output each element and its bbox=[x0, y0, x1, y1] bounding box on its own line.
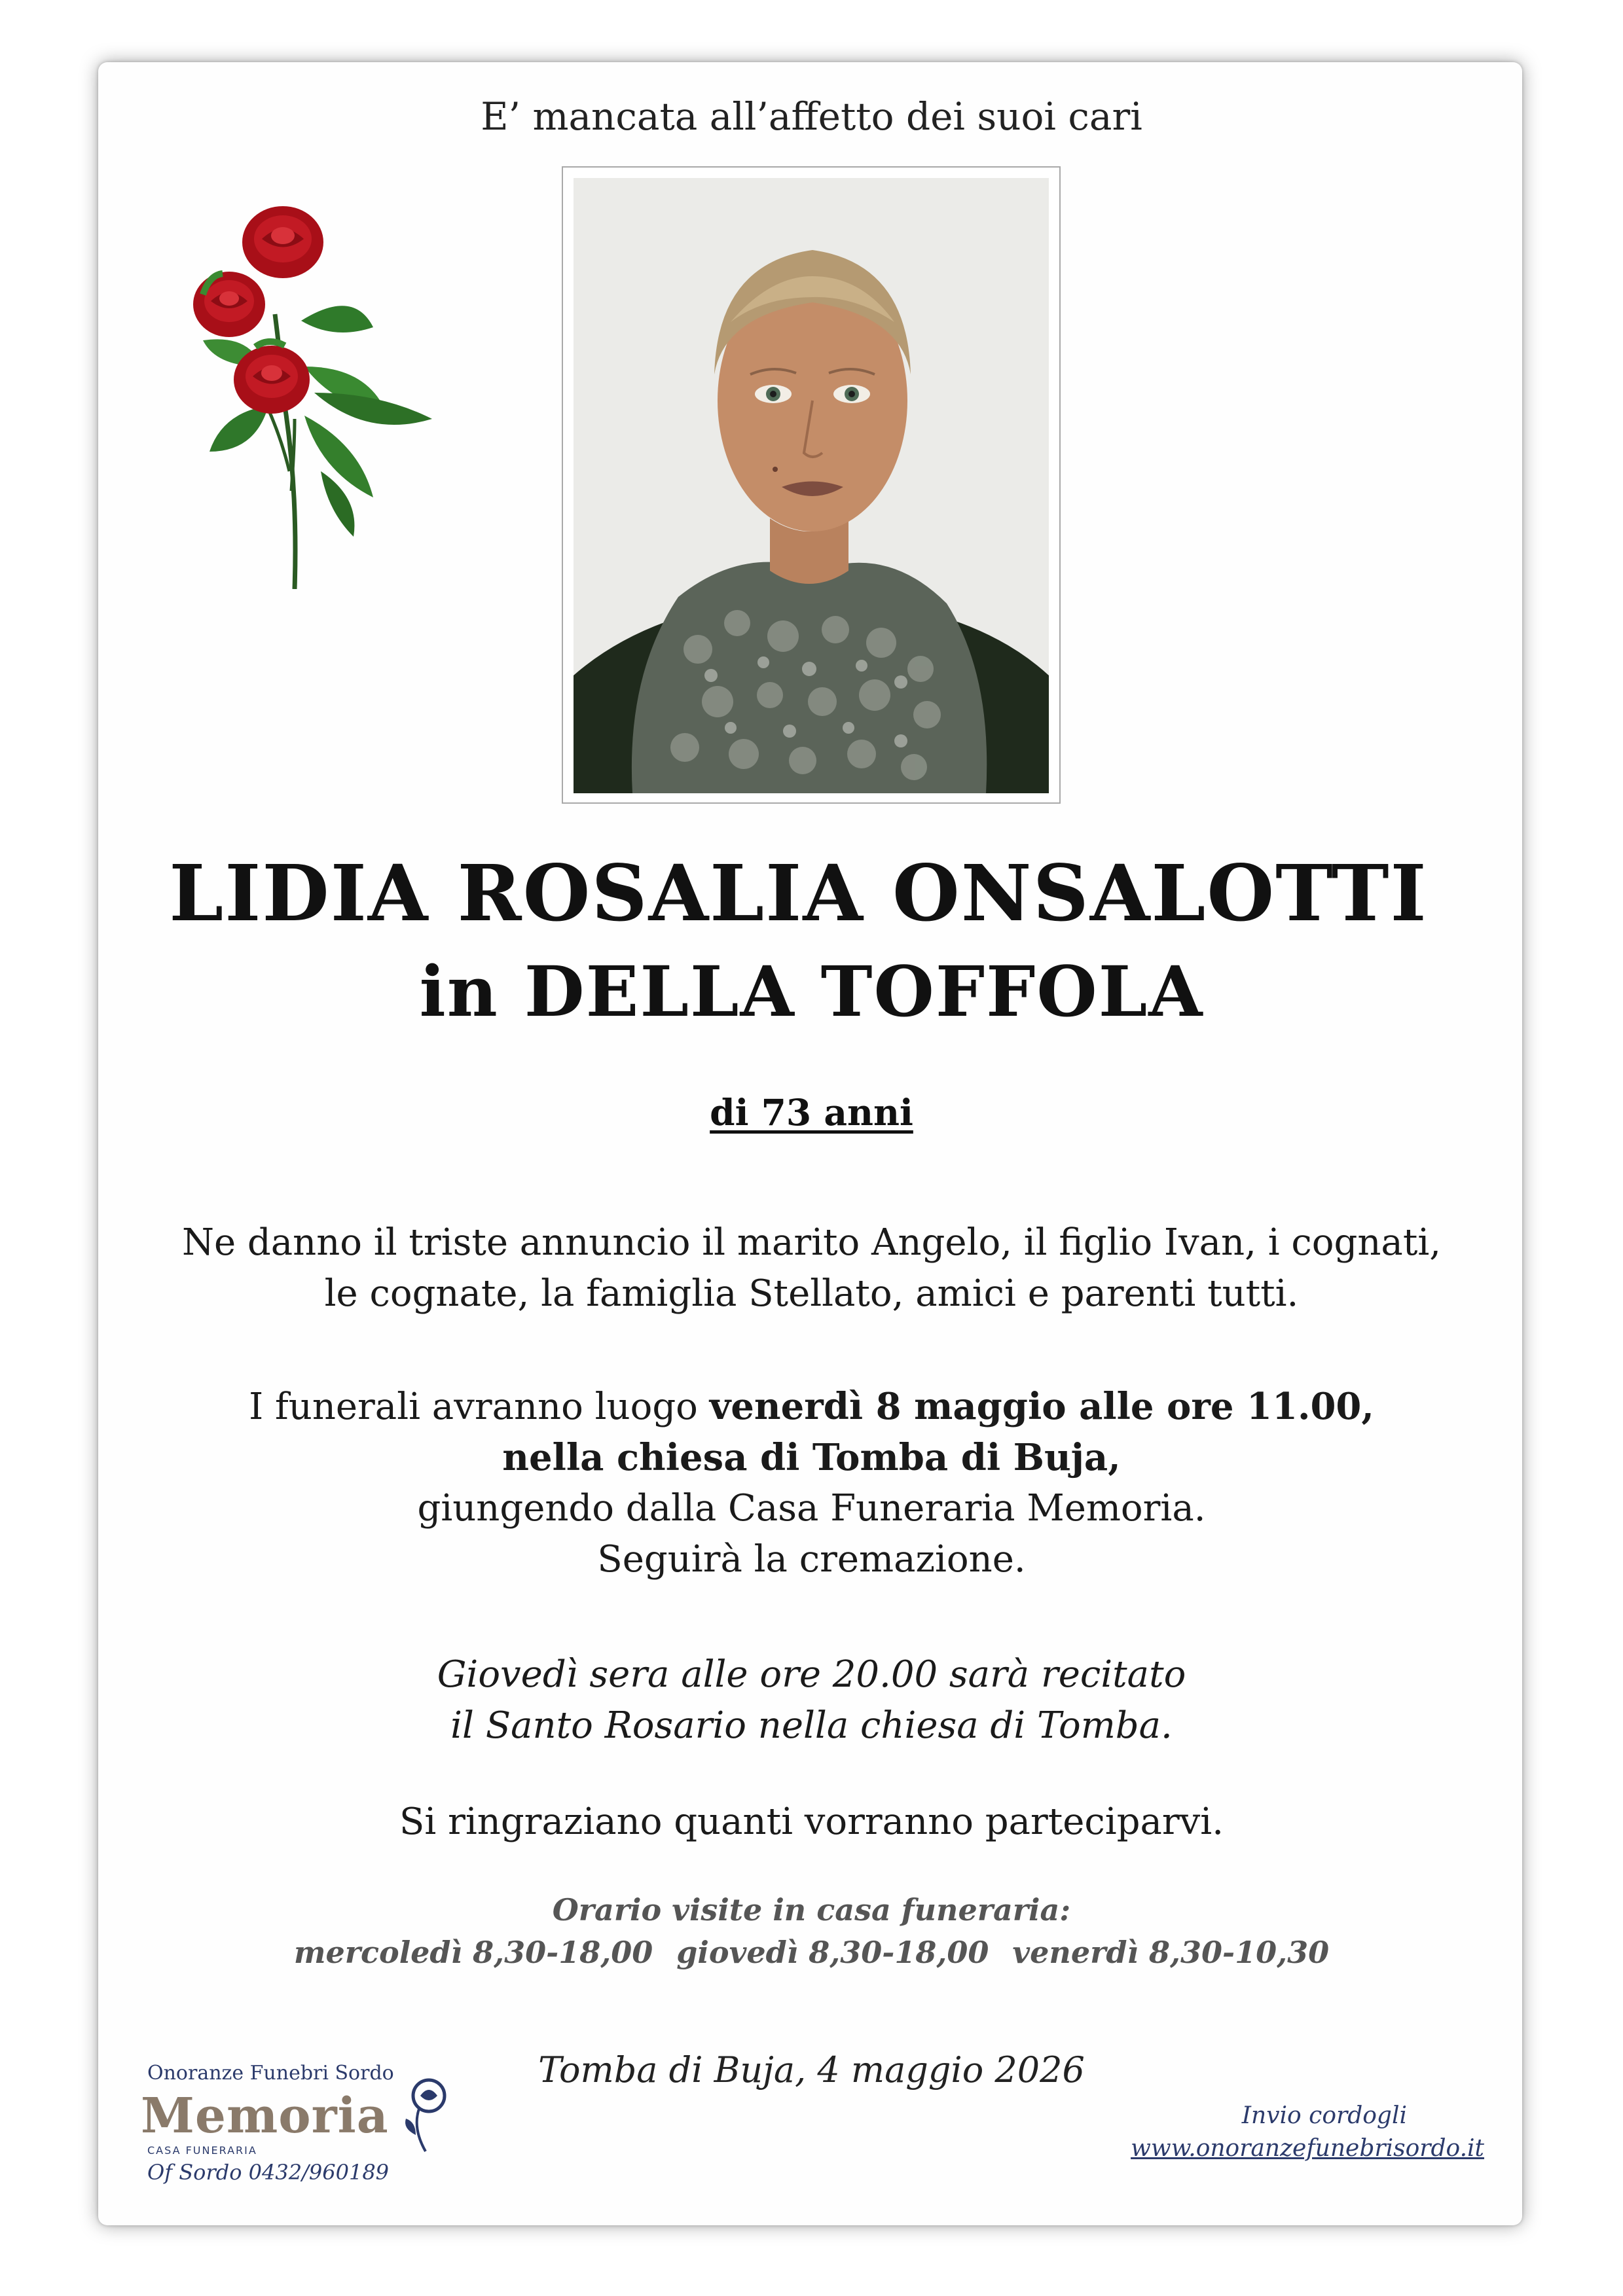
announcement-line-1: Ne danno il triste annuncio il marito Angelo, il figlio Ivan, i cognati, bbox=[181, 1221, 1442, 1264]
visits-day-1: mercoledì 8,30-18,00 bbox=[293, 1935, 653, 1970]
deceased-name: LIDIA ROSALIA ONSALOTTI bbox=[169, 848, 1428, 939]
rosary-line-1: Giovedì sera alle ore 20.00 sarà recitato bbox=[437, 1653, 1186, 1696]
header-text: E’ mancata all’affetto dei suoi cari bbox=[481, 94, 1142, 139]
funeral-line-4: Seguirà la cremazione. bbox=[597, 1538, 1026, 1581]
funeral-line-1-prefix: I funerali avranno luogo bbox=[249, 1386, 710, 1428]
age-line: di 73 anni bbox=[710, 1091, 913, 1134]
funeral-line-3: giungendo dalla Casa Funeraria Memoria. bbox=[417, 1487, 1206, 1530]
thanks-line: Si ringraziano quanti vorranno parteciparvi. bbox=[399, 1801, 1224, 1843]
rose-bottom bbox=[234, 346, 310, 414]
logo-main-text: Memoria bbox=[141, 2088, 389, 2144]
portrait-illustration bbox=[574, 178, 1049, 793]
logo-phone-text: Of Sordo 0432/960189 bbox=[147, 2160, 390, 2185]
married-name: in DELLA TOFFOLA bbox=[419, 950, 1204, 1032]
logo-rose-icon bbox=[399, 2076, 452, 2155]
rose-leaves bbox=[203, 306, 432, 537]
announcement-line-2: le cognate, la famiglia Stellato, amici e parenti tutti. bbox=[324, 1272, 1299, 1315]
funeral-home-logo bbox=[141, 2062, 455, 2185]
visits-title: Orario visite in casa funeraria: bbox=[552, 1892, 1071, 1928]
place-date: Tomba di Buja, 4 maggio 2026 bbox=[538, 2049, 1085, 2090]
funeral-line-2 bbox=[0, 1432, 1623, 1484]
logo-sub-text: CASA FUNERARIA bbox=[147, 2144, 257, 2157]
rose-middle bbox=[193, 272, 265, 337]
condolences-link[interactable]: www.onoranzefunebrisordo.it bbox=[1131, 2135, 1484, 2162]
portrait-frame bbox=[562, 166, 1061, 804]
condolences-label: Invio cordogli bbox=[1241, 2102, 1407, 2129]
rosary-line-2: il Santo Rosario nella chiesa di Tomba. bbox=[450, 1704, 1173, 1747]
portrait-photo bbox=[574, 178, 1049, 793]
red-roses-icon bbox=[164, 196, 511, 589]
visits-schedule bbox=[0, 1931, 1623, 1974]
rose-top bbox=[242, 206, 323, 278]
logo-top-text: Onoranze Funebri Sordo bbox=[147, 2062, 394, 2085]
visits-day-3: venerdì 8,30-10,30 bbox=[1012, 1935, 1330, 1970]
visits-day-2: giovedì 8,30-18,00 bbox=[676, 1935, 989, 1970]
funeral-line-1 bbox=[0, 1381, 1623, 1433]
funeral-date-time: venerdì 8 maggio alle ore 11.00, bbox=[709, 1385, 1374, 1428]
funeral-church: nella chiesa di Tomba di Buja, bbox=[502, 1436, 1121, 1479]
